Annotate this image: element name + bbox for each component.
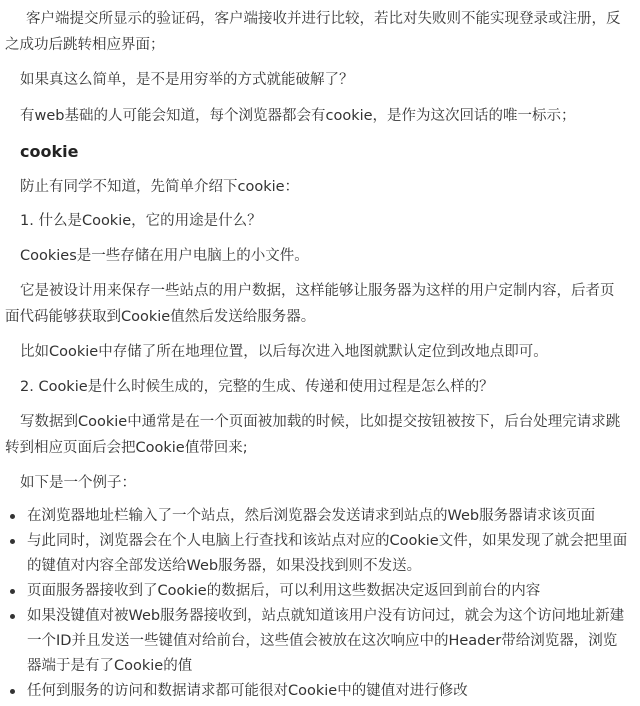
intro-paragraph-line-1: 客户端提交所显示的验证码，客户端接收并进行比较，若比对失败则不能实现登录或注册，反 xyxy=(26,11,621,27)
example-intro: 如下是一个例子： xyxy=(20,475,136,491)
question-1: 1. 什么是Cookie，它的用途是什么？ xyxy=(20,213,262,229)
list-item: 在浏览器地址栏输入了一个站点，然后浏览器会发送请求到站点的Web服务器请求该页面 xyxy=(0,504,640,529)
bullet-dot-icon xyxy=(10,689,15,694)
bullet-dot-icon xyxy=(10,539,15,544)
intro-paragraph-line-2: 之成功后跳转相应界面； xyxy=(5,37,165,53)
design-paragraph-line-2: 面代码能够获取到Cookie值然后发送给服务器。 xyxy=(5,309,316,325)
design-paragraph-line-1: 它是被设计用来保存一些站点的用户数据，这样能够让服务器为这样的用户定制内容，后者页 xyxy=(20,283,615,299)
write-paragraph-line-2: 转到相应页面后会把Cookie值带回来; xyxy=(5,440,248,456)
section-heading-cookie: cookie xyxy=(20,142,79,161)
bullet-dot-icon xyxy=(10,589,15,594)
write-paragraph-line-1: 写数据到Cookie中通常是在一个页面被加载的时候，比如提交按钮被按下，后台处理完请求跳 xyxy=(20,414,621,430)
example-steps-list xyxy=(0,504,640,704)
question-paragraph: 如果真这么简单，是不是用穷举的方式就能破解了？ xyxy=(20,72,354,88)
list-item: 与此同时，浏览器会在个人电脑上行查找和该站点对应的Cookie文件，如果发现了就会把里面 的键值对内容全部发送给Web服务器，如果没找到则不发送。 xyxy=(0,529,640,579)
definition-paragraph: Cookies是一些存储在用户电脑上的小文件。 xyxy=(20,248,309,264)
bullet-dot-icon xyxy=(10,614,15,619)
bullet-dot-icon xyxy=(10,514,15,519)
list-item: 任何到服务的访问和数据请求都可能很对Cookie中的键值对进行修改 xyxy=(0,679,640,704)
prelude-paragraph: 防止有同学不知道，先简单介绍下cookie： xyxy=(20,179,300,195)
list-item: 如果没键值对被Web服务器接收到，站点就知道该用户没有访问过，就会为这个访问地址新建 一个ID并且发送一些键值对给前台，这些值会被放在这次响应中的Header带给浏览器，浏览 器端于是有了Cookie的值 xyxy=(0,604,640,679)
list-item: 页面服务器接收到了Cookie的数据后，可以利用这些数据决定返回到前台的内容 xyxy=(0,579,640,604)
web-basics-paragraph: 有web基础的人可能会知道，每个浏览器都会有cookie，是作为这次回话的唯一标示； xyxy=(20,108,576,124)
location-example-paragraph: 比如Cookie中存储了所在地理位置，以后每次进入地图就默认定位到改地点即可。 xyxy=(20,344,548,360)
question-2: 2. Cookie是什么时候生成的，完整的生成、传递和使用过程是怎么样的？ xyxy=(20,379,494,395)
